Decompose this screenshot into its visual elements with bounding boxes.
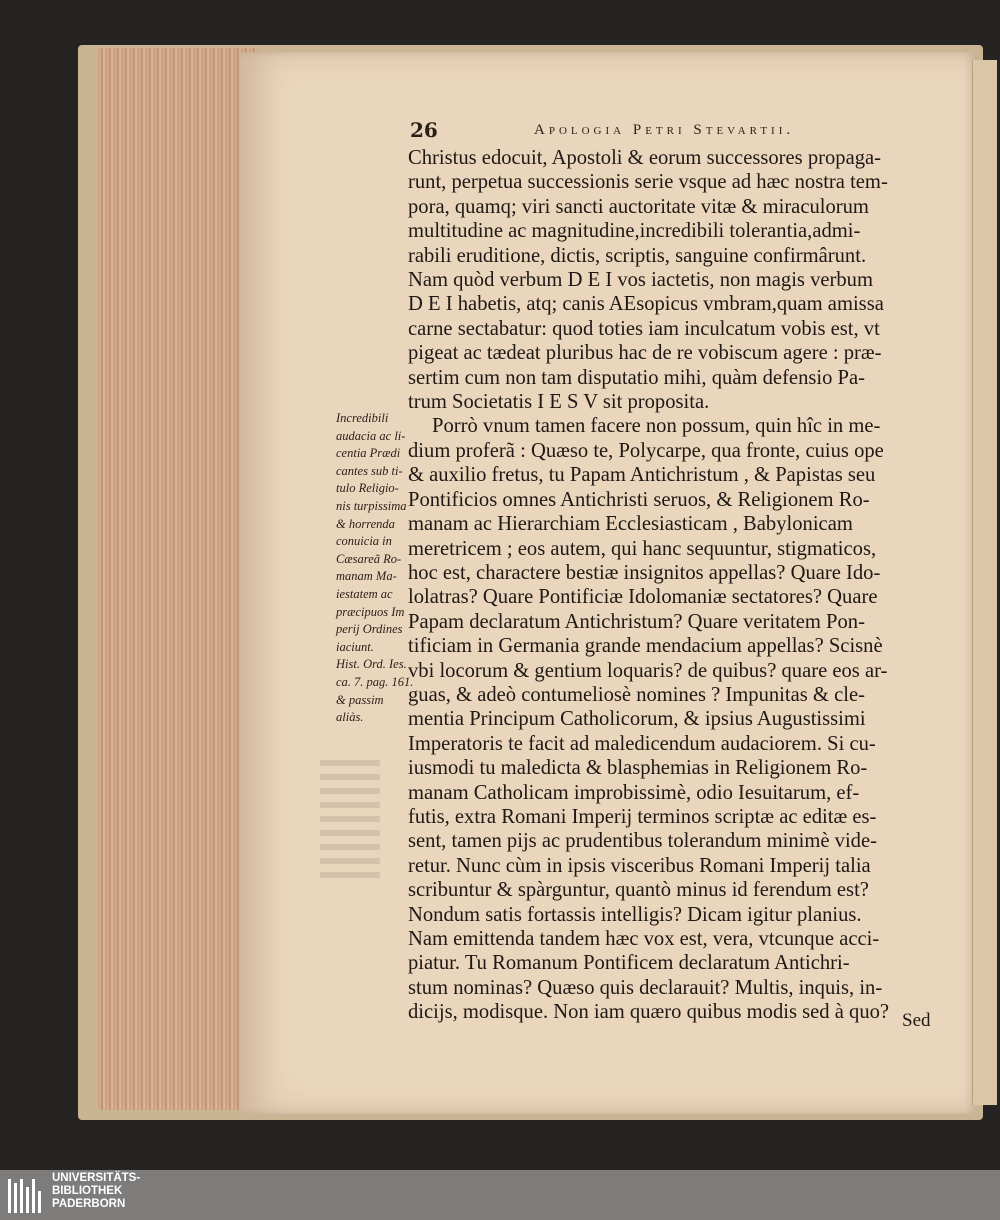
text-line: & auxilio fretus, tu Papam Antichristum , & Papistas seu xyxy=(408,464,876,487)
text-line: manam ac Hierarchiam Ecclesiasticam , Babylonicam xyxy=(408,513,853,536)
margin-note-line: Incredibili xyxy=(336,411,389,425)
text-line: futis, extra Romani Imperij terminos scriptæ ac editæ es- xyxy=(408,805,877,828)
margin-note-line: aliàs. xyxy=(336,710,364,725)
facing-page-edge xyxy=(972,60,997,1105)
margin-note-line: centia Prædi xyxy=(336,446,401,461)
text-line: Christus edocuit, Apostoli & eorum successores propaga- xyxy=(408,147,882,169)
body-text xyxy=(408,146,948,1025)
margin-note-line: præcipuos Im xyxy=(336,604,405,619)
text-line: Imperatoris te facit ad maledicendum audaciorem. Si cu- xyxy=(408,732,876,755)
library-name-line: UNIVERSITÄTS- xyxy=(52,1172,141,1184)
margin-note-line: & passim xyxy=(336,692,384,707)
margin-note-line: audacia ac li- xyxy=(336,428,406,443)
margin-note-line: cantes sub ti- xyxy=(336,463,403,478)
text-line: sertim cum non tam disputatio mihi, quàm defensio Pa- xyxy=(408,366,865,389)
text-line: tificiam in Germania grande mendacium appellas? Scisnè xyxy=(408,635,883,658)
text-line: trum Societatis I E S V sit proposita. xyxy=(408,391,710,414)
text-line: manam Catholicam improbissimè, odio Iesuitarum, ef- xyxy=(408,781,860,804)
text-line: iusmodi tu maledicta & blasphemias in Religionem Ro- xyxy=(408,757,868,780)
margin-note-line: manam Ma- xyxy=(336,569,397,584)
catchword: Sed xyxy=(902,1010,931,1031)
page-number: 26 xyxy=(410,118,438,142)
text-line: vbi locorum & gentium loquaris? de quibus? quare eos ar- xyxy=(408,659,888,682)
text-line: meretricem ; eos autem, qui hanc sequuntur, stigmaticos, xyxy=(408,537,877,560)
text-line: rabili eruditione, dictis, scriptis, sanguine confirmârunt. xyxy=(408,244,867,267)
text-line: pigeat ac tædeat pluribus hac de re vobiscum agere : præ- xyxy=(408,342,882,365)
page-header xyxy=(410,118,970,144)
margin-note-line: iaciunt. xyxy=(336,639,374,654)
text-line: dium proferã : Quæso te, Polycarpe, qua fronte, cuius ope xyxy=(408,439,884,462)
text-line: pora, quamq; viri sancti auctoritate vitæ & miraculorum xyxy=(408,195,869,218)
text-line: Papam declaratum Antichristum? Quare veritatem Pon- xyxy=(408,610,865,633)
text-line: runt, perpetua successionis serie vsque ad hæc nostra tem- xyxy=(408,171,888,194)
margin-note-line: ca. 7. pag. 161. xyxy=(336,674,414,689)
text-line: Porrò vnum tamen facere non possum, quin hîc in me- xyxy=(432,415,881,438)
text-line: D E I habetis, atq; canis AEsopicus vmbram,quam amissa xyxy=(408,293,884,316)
text-line: stum nominas? Quæso quis declarauit? Multis, inquis, in- xyxy=(408,976,883,999)
text-line: Nondum satis fortassis intelligis? Dicam igitur planius. xyxy=(408,903,862,926)
library-name-line: PADERBORN xyxy=(52,1198,126,1210)
text-line: Pontificios omnes Antichristi seruos, & Religionem Ro- xyxy=(408,488,870,511)
text-line: scribuntur & spàrguntur, quantò minus id ferendum est? xyxy=(408,879,869,902)
marginal-note xyxy=(336,410,416,727)
text-line: retur. Nunc cùm in ipsis visceribus Romani Imperij talia xyxy=(408,854,871,877)
running-title: Apologia Petri Stevartii. xyxy=(534,122,795,138)
margin-note-line: iestatem ac xyxy=(336,586,393,601)
text-line: multitudine ac magnitudine,incredibili tolerantia,admi- xyxy=(408,220,861,243)
library-name xyxy=(52,1172,140,1211)
text-line: sent, tamen pijs ac prudentibus tolerandum minimè vide- xyxy=(408,830,877,853)
text-line: guas, & adeò contumeliosè nomines ? Impunitas & cle- xyxy=(408,683,865,706)
page-block-edge xyxy=(98,48,258,1110)
margin-note-line: nis turpissima xyxy=(336,498,407,513)
margin-note-line: & horrenda xyxy=(336,516,395,531)
margin-note-line: perij Ordines xyxy=(336,622,403,637)
margin-note-line: conuicia in xyxy=(336,534,392,549)
footer-bar xyxy=(0,1170,1000,1220)
library-name-line: BIBLIOTHEK xyxy=(52,1185,123,1197)
text-line: Nam quòd verbum D E I vos iactetis, non magis verbum xyxy=(408,269,873,292)
text-line: dicijs, modisque. Non iam quæro quibus modis sed à quo? xyxy=(408,1001,890,1024)
text-line: carne sectabatur: quod toties iam inculcatum vobis est, vt xyxy=(408,317,880,340)
text-line: hoc est, charactere bestiæ insignitos appellas? Quare Ido- xyxy=(408,561,881,584)
ink-bleed-through xyxy=(320,760,380,880)
text-line: Nam emittenda tandem hæc vox est, vera, vtcunque acci- xyxy=(408,928,880,950)
margin-note-line: tulo Religio- xyxy=(336,481,399,496)
margin-note-line: Cæsareã Ro- xyxy=(336,551,402,566)
text-line: piatur. Tu Romanum Pontificem declaratum Antichri- xyxy=(408,952,850,975)
margin-note-line: Hist. Ord. Ies. xyxy=(336,657,407,672)
library-barcode-logo-icon xyxy=(6,1177,46,1215)
text-line: lolatras? Quare Pontificiæ Idolomaniæ sectatores? Quare xyxy=(408,586,878,609)
text-line: mentia Principum Catholicorum, & ipsius Augustissimi xyxy=(408,708,866,731)
